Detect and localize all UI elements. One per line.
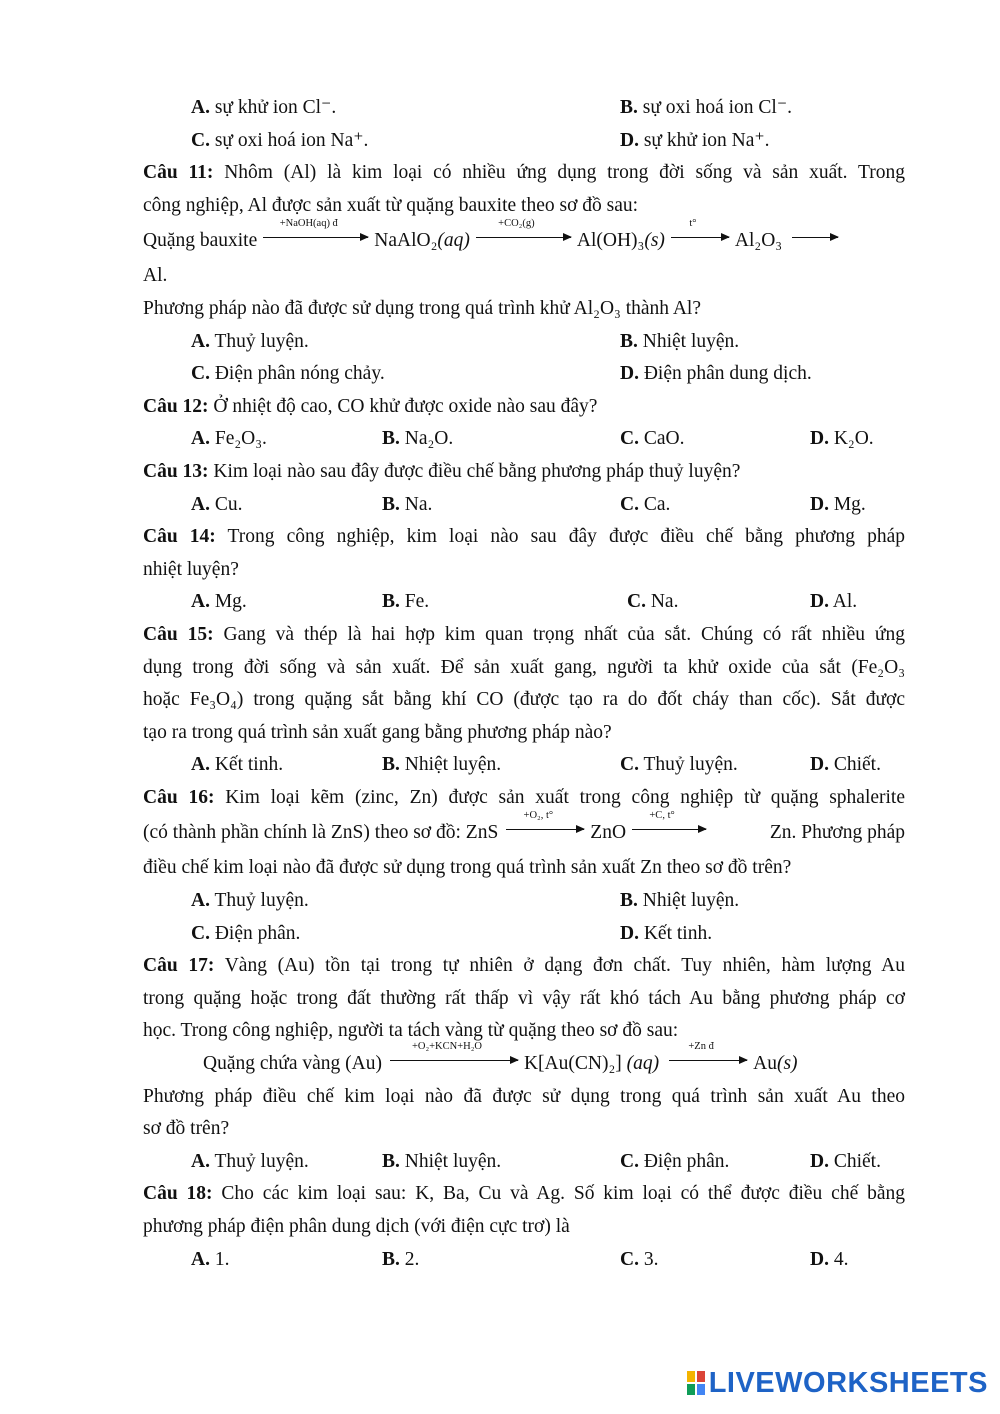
reaction-arrow-icon xyxy=(792,227,838,247)
q11-question: Phương pháp nào đã được sử dụng trong quá trình khử Al₂O₃ thành Al? xyxy=(143,297,701,319)
q14-option-b[interactable]: B. Fe. xyxy=(382,591,430,613)
q14-stem: Câu 14: Trong công nghiệp, kim loại nào sau đây được điều chế bằng phương pháp xyxy=(143,526,906,548)
q15-stem-2: dụng trong đời sống và sản xuất. Để sản xuất gang, người ta khử oxide của sắt (Fe₂O₃ xyxy=(143,656,905,678)
q10-option-b[interactable]: B. sự oxi hoá ion Cl⁻. xyxy=(620,97,793,118)
q12-label: Câu 12: xyxy=(143,395,209,417)
q17-label: Câu 17: xyxy=(143,955,215,977)
reaction-arrow-icon: +O₂+KCN+H₂O xyxy=(390,1050,518,1070)
q13-label: Câu 13: xyxy=(143,460,209,482)
q16-option-d[interactable]: D. Kết tinh. xyxy=(620,922,713,944)
q15-stem: Câu 15: Gang và thép là hai hợp kim quan trọng nhất của sắt. Chúng có rất nhiều ứng xyxy=(143,623,906,645)
q10-option-c[interactable]: C. sự oxi hoá ion Na⁺. xyxy=(191,129,369,151)
q11-option-a[interactable]: A. Thuỷ luyện. xyxy=(191,330,309,352)
reaction-arrow-icon: t° xyxy=(671,227,729,247)
q12-options xyxy=(143,423,905,456)
q17-stem-5: sơ đồ trên? xyxy=(143,1118,230,1140)
reaction-arrow-icon: +C, t° xyxy=(632,819,706,839)
q11-label: Câu 11: xyxy=(143,162,214,184)
q18-option-c[interactable]: C. 3. xyxy=(620,1248,659,1270)
reaction-arrow-icon: +CO₂(g) xyxy=(476,227,571,247)
q18-option-d[interactable]: D. 4. xyxy=(810,1248,849,1270)
q11-options-row-1 xyxy=(143,326,905,359)
q11-scheme: Quặng bauxite +NaOH(aq) đ NaAlO₂(aq) +CO₂(g) Al(OH)₃(s) t° Al₂O₃ xyxy=(143,222,905,260)
q15-label: Câu 15: xyxy=(143,623,214,645)
q16-option-a[interactable]: A. Thuỷ luyện. xyxy=(191,890,309,912)
q15-option-b[interactable]: B. Nhiệt luyện. xyxy=(382,754,502,776)
q15-stem-3: hoặc Fe₃O₄) trong quặng sắt bằng khí CO (được tạo ra do đốt cháy than cốc). Sắt được xyxy=(143,689,905,711)
q14-option-d[interactable]: D. Al. xyxy=(810,591,858,613)
logo-squares-icon xyxy=(687,1371,705,1395)
q14-label: Câu 14: xyxy=(143,526,216,548)
q15-option-a[interactable]: A. Kết tinh. xyxy=(191,754,284,776)
q18-option-b[interactable]: B. 2. xyxy=(382,1248,420,1270)
q15-stem-4: tạo ra trong quá trình sản xuất gang bằng phương pháp nào? xyxy=(143,721,612,743)
q11-option-b[interactable]: B. Nhiệt luyện. xyxy=(620,330,740,352)
q17-option-a[interactable]: A. Thuỷ luyện. xyxy=(191,1150,309,1172)
q17-option-d[interactable]: D. Chiết. xyxy=(810,1150,881,1172)
q17-stem-4: Phương pháp điều chế kim loại nào đã được sử dụng trong quá trình sản xuất Au theo xyxy=(143,1085,905,1107)
q13-stem: Câu 13: Kim loại nào sau đây được điều chế bằng phương pháp thuỷ luyện? xyxy=(143,460,741,482)
worksheet-page xyxy=(143,92,905,1276)
q18-label: Câu 18: xyxy=(143,1183,213,1205)
q11-option-d[interactable]: D. Điện phân dung dịch. xyxy=(620,363,812,385)
q17-stem-3: học. Trong công nghiệp, người ta tách vàng từ quặng theo sơ đồ sau: xyxy=(143,1020,679,1042)
q17-option-c[interactable]: C. Điện phân. xyxy=(620,1150,730,1172)
q18-stem: Câu 18: Cho các kim loại sau: K, Ba, Cu và Ag. Số kim loại có thể được điều chế bằng xyxy=(143,1183,906,1205)
q11-stem: Câu 11: Nhôm (Al) là kim loại có nhiều ứng dụng trong đời sống và sản xuất. Trong xyxy=(143,162,905,184)
q17-option-b[interactable]: B. Nhiệt luyện. xyxy=(382,1150,502,1172)
q12-stem: Câu 12: Ở nhiệt độ cao, CO khử được oxide nào sau đây? xyxy=(143,395,598,417)
q10-option-d[interactable]: D. sự khử ion Na⁺. xyxy=(620,129,770,151)
q18-option-a[interactable]: A. 1. xyxy=(191,1248,230,1270)
q11-stem-2: công nghiệp, Al được sản xuất từ quặng bauxite theo sơ đồ sau: xyxy=(143,194,639,216)
logo-text: LIVEWORKSHEETS xyxy=(708,1366,988,1399)
q16-option-b[interactable]: B. Nhiệt luyện. xyxy=(620,890,740,912)
q16-stem-3: điều chế kim loại nào đã được sử dụng trong quá trình sản xuất Zn theo sơ đồ trên? xyxy=(143,857,792,879)
q11-options-row-2 xyxy=(143,358,905,391)
q17-stem-2: trong quặng hoặc trong đất thường rất thấp vì vậy rất khó tách Au bằng phương pháp cơ xyxy=(143,987,905,1009)
q16-label: Câu 16: xyxy=(143,786,215,808)
reaction-arrow-icon: +NaOH(aq) đ xyxy=(263,227,368,247)
q12-option-d[interactable]: D. K₂O. xyxy=(810,428,874,450)
q18-stem-2: phương pháp điện phân dung dịch (với điện cực trơ) là xyxy=(143,1216,570,1237)
q11-scheme-end: Al. xyxy=(143,265,168,287)
q16-options-row-2 xyxy=(143,918,905,951)
q10-options-row-2 xyxy=(143,125,905,158)
q17-stem: Câu 17: Vàng (Au) tồn tại trong tự nhiên ở dạng đơn chất. Tuy nhiên, hàm lượng Au xyxy=(143,955,905,977)
q15-options xyxy=(143,749,905,782)
q14-options xyxy=(143,586,905,619)
q13-option-c[interactable]: C. Ca. xyxy=(620,493,671,515)
q16-option-c[interactable]: C. Điện phân. xyxy=(191,922,301,944)
q17-scheme: Quặng chứa vàng (Au) +O₂+KCN+H₂O K[Au(CN)₂] (aq) +Zn đ Au(s) xyxy=(203,1040,798,1075)
q15-option-c[interactable]: C. Thuỷ luyện. xyxy=(620,754,738,776)
q12-option-a[interactable]: A. Fe₂O₃. xyxy=(191,428,267,450)
q16-stem: Câu 16: Kim loại kẽm (zinc, Zn) được sản xuất trong công nghiệp từ quặng sphalerite xyxy=(143,786,906,808)
q16-scheme-line: (có thành phần chính là ZnS) theo sơ đồ: ZnS +O₂, t° ZnO +C, t° Zn. Phương pháp xyxy=(143,809,905,844)
q18-options xyxy=(143,1244,905,1277)
q12-option-b[interactable]: B. Na₂O. xyxy=(382,428,454,450)
q10-option-a[interactable]: A. sự khử ion Cl⁻. xyxy=(191,97,337,118)
q15-option-d[interactable]: D. Chiết. xyxy=(810,754,881,776)
reaction-arrow-icon: +O₂, t° xyxy=(506,819,584,839)
q13-option-a[interactable]: A. Cu. xyxy=(191,493,243,515)
liveworksheets-logo[interactable] xyxy=(687,1368,988,1398)
q16-options-row-1 xyxy=(143,885,905,918)
q13-option-b[interactable]: B. Na. xyxy=(382,493,433,515)
q17-options xyxy=(143,1146,905,1179)
q13-options xyxy=(143,489,905,522)
q14-option-a[interactable]: A. Mg. xyxy=(191,591,247,613)
q12-option-c[interactable]: C. CaO. xyxy=(620,428,685,450)
q11-option-c[interactable]: C. Điện phân nóng chảy. xyxy=(191,363,385,385)
q10-options-row-1 xyxy=(143,92,905,125)
q14-option-c[interactable]: C. Na. xyxy=(627,591,679,613)
q14-stem-2: nhiệt luyện? xyxy=(143,558,239,580)
reaction-arrow-icon: +Zn đ xyxy=(669,1050,747,1070)
q13-option-d[interactable]: D. Mg. xyxy=(810,493,866,515)
